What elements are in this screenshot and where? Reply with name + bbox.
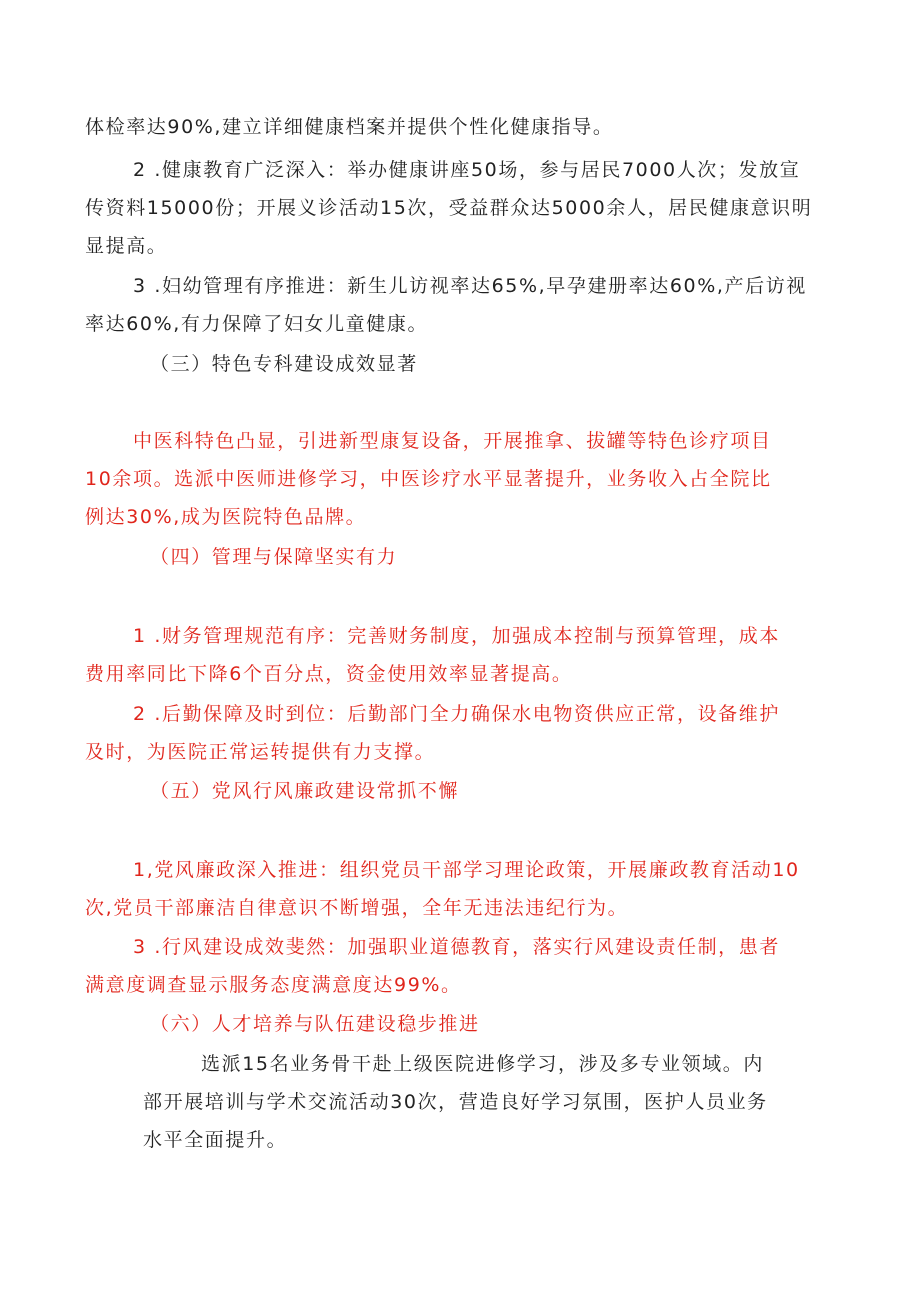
- tcm-paragraph: 中医科特色凸显，引进新型康复设备，开展推拿、拔罐等特色诊疗项目 10余项。选派中医师进修学习，中医诊疗水平显著提升，业务收入占全院比 例达30%,成为医院特色品牌。: [85, 430, 772, 528]
- finance-paragraph: 1 .财务管理规范有序：完善财务制度，加强成本控制与预算管理，成本 费用率同比下降6个百分点，资金使用效率显著提高。: [85, 625, 780, 685]
- maternal-child-paragraph: 3 .妇幼管理有序推进：新生儿访视率达65%,早孕建册率达60%,产后访视 率达60%,有力保障了妇女儿童健康。: [85, 275, 807, 335]
- section-heading-3: （三）特色专科建设成效显著: [150, 353, 418, 375]
- section-heading-4: （四）管理与保障坚实有力: [150, 546, 398, 568]
- section-heading-5: （五）党风行风廉政建设常抓不懈: [150, 780, 460, 802]
- section-heading-6: （六）人才培养与队伍建设稳步推进: [150, 1013, 480, 1035]
- party-conduct-paragraph: 1,党风廉政深入推进：组织党员干部学习理论政策，开展廉政教育活动10 次,党员干部廉洁自律意识不断增强，全年无违法违纪行为。: [85, 859, 800, 919]
- talent-paragraph: 选派15名业务骨干赴上级医院进修学习，涉及多专业领域。内 部开展培训与学术交流活动30次，营造良好学习氛围，医护人员业务 水平全面提升。: [143, 1053, 768, 1151]
- health-education-paragraph: 2 .健康教育广泛深入：举办健康讲座50场，参与居民7000人次；发放宣 传资料15000份；开展义诊活动15次，受益群众达5000余人，居民健康意识明 显提高。: [85, 159, 813, 257]
- industry-style-paragraph: 3 .行风建设成效斐然：加强职业道德教育，落实行风建设责任制，患者 满意度调查显示服务态度满意度达99%。: [85, 936, 780, 996]
- logistics-paragraph: 2 .后勤保障及时到位：后勤部门全力确保水电物资供应正常，设备维护 及时，为医院正常运转提供有力支撑。: [85, 703, 780, 763]
- intro-line: 体检率达90%,建立详细健康档案并提供个性化健康指导。: [85, 116, 614, 138]
